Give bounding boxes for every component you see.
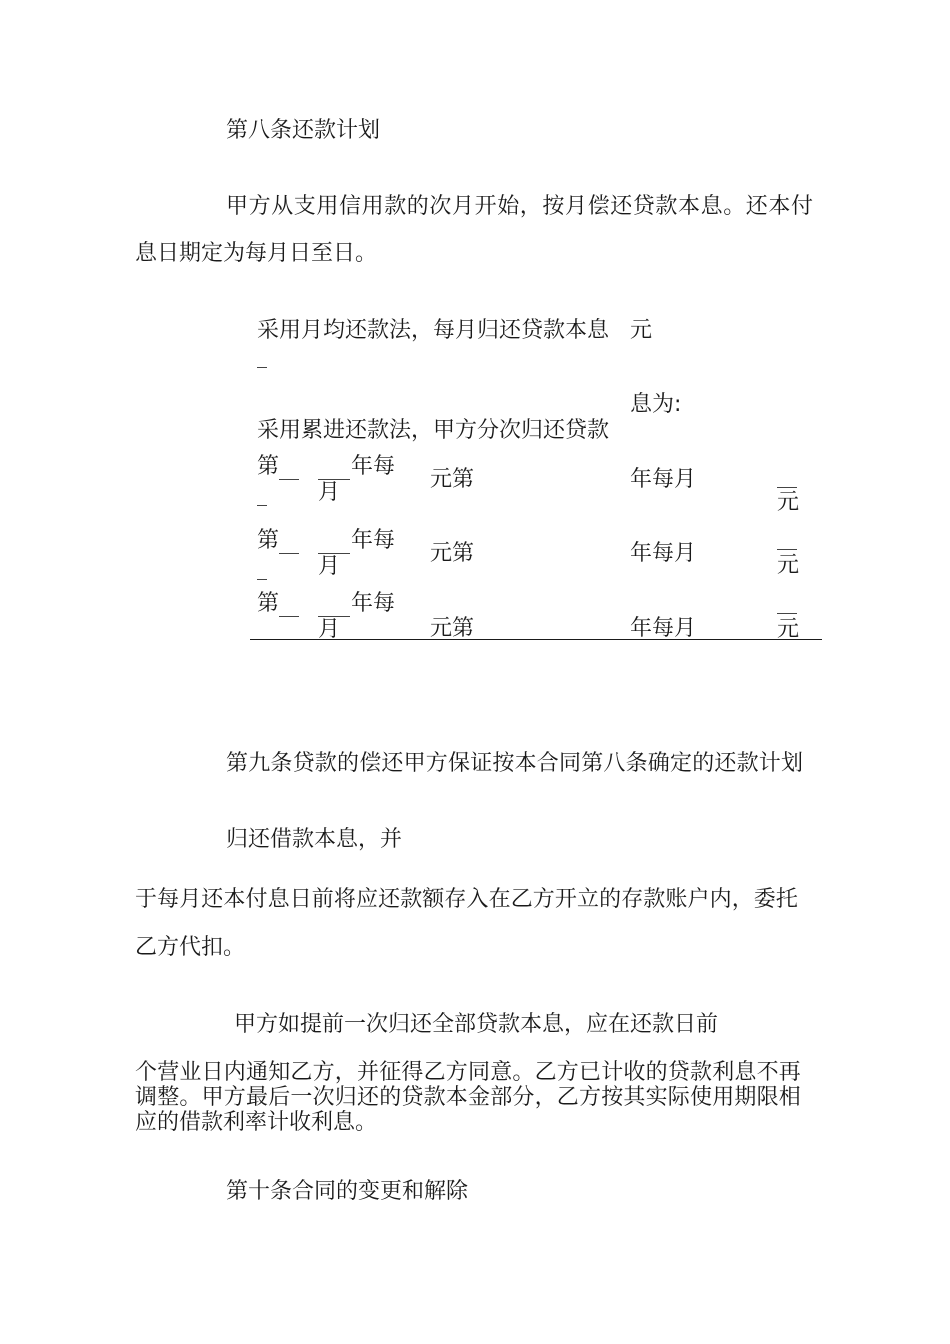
article-9-line-3: 于每月还本付息日前将应还款额存入在乙方开立的存款账户内，委托 [135, 887, 799, 912]
article-8-heading: 第八条还款计划 [226, 118, 381, 143]
blank-underline [777, 487, 797, 488]
blank-underline [777, 549, 797, 550]
row-yuan: 元 [777, 617, 800, 642]
blank-underline [257, 367, 267, 368]
article-8-paragraph-line-1: 甲方从支用信用款的次月开始，按月偿还贷款本息。还本付 [226, 194, 814, 219]
progressive-method-text: 采用累进还款法，甲方分次归还贷款 [257, 418, 610, 443]
equal-installment-unit: 元 [630, 318, 653, 343]
row-yuan-di: 元第 [430, 616, 475, 641]
row-nian-mei: 年每 [351, 528, 396, 553]
row-di: 第 [257, 591, 280, 616]
blank-underline [279, 616, 299, 617]
article-9-line-1: 第九条贷款的偿还甲方保证按本合同第八条确定的还款计划 [226, 751, 804, 776]
table-bottom-rule [250, 639, 822, 640]
row-yuan: 元 [777, 553, 800, 578]
row-nian-mei-yue: 年每月 [630, 467, 697, 492]
row-di: 第 [257, 528, 280, 553]
row-nian-mei: 年每 [351, 454, 396, 479]
article-8-paragraph-line-2: 息日期定为每月日至日。 [135, 241, 378, 266]
row-di: 第 [257, 454, 280, 479]
article-10-heading: 第十条合同的变更和解除 [226, 1179, 469, 1204]
row-nian-mei-yue: 年每月 [630, 541, 697, 566]
blank-underline [257, 505, 267, 506]
equal-installment-text: 采用月均还款法，每月归还贷款本息 [257, 318, 610, 343]
row-yue: 月 [318, 554, 341, 579]
row-yue: 月 [318, 617, 341, 642]
blank-underline [279, 479, 299, 480]
row-nian-mei: 年每 [351, 591, 396, 616]
prepayment-line-3: 调整。甲方最后一次归还的贷款本金部分，乙方按其实际使用期限相 [135, 1085, 802, 1110]
blank-underline [777, 613, 797, 614]
article-9-line-2: 归还借款本息，并 [226, 827, 403, 852]
prepayment-line-2: 个营业日内通知乙方，并征得乙方同意。乙方已计收的贷款利息不再 [135, 1060, 802, 1085]
blank-underline [279, 553, 299, 554]
row-yue: 月 [318, 480, 341, 505]
article-9-line-4: 乙方代扣。 [135, 935, 246, 960]
progressive-suffix: 息为: [630, 392, 682, 417]
row-yuan-di: 元第 [430, 467, 475, 492]
row-yuan: 元 [777, 490, 800, 515]
prepayment-line-4: 应的借款利率计收利息。 [135, 1110, 378, 1135]
row-yuan-di: 元第 [430, 541, 475, 566]
prepayment-line-1: 甲方如提前一次归还全部贷款本息，应在还款日前 [234, 1012, 719, 1037]
row-nian-mei-yue: 年每月 [630, 616, 697, 641]
blank-underline [257, 579, 267, 580]
